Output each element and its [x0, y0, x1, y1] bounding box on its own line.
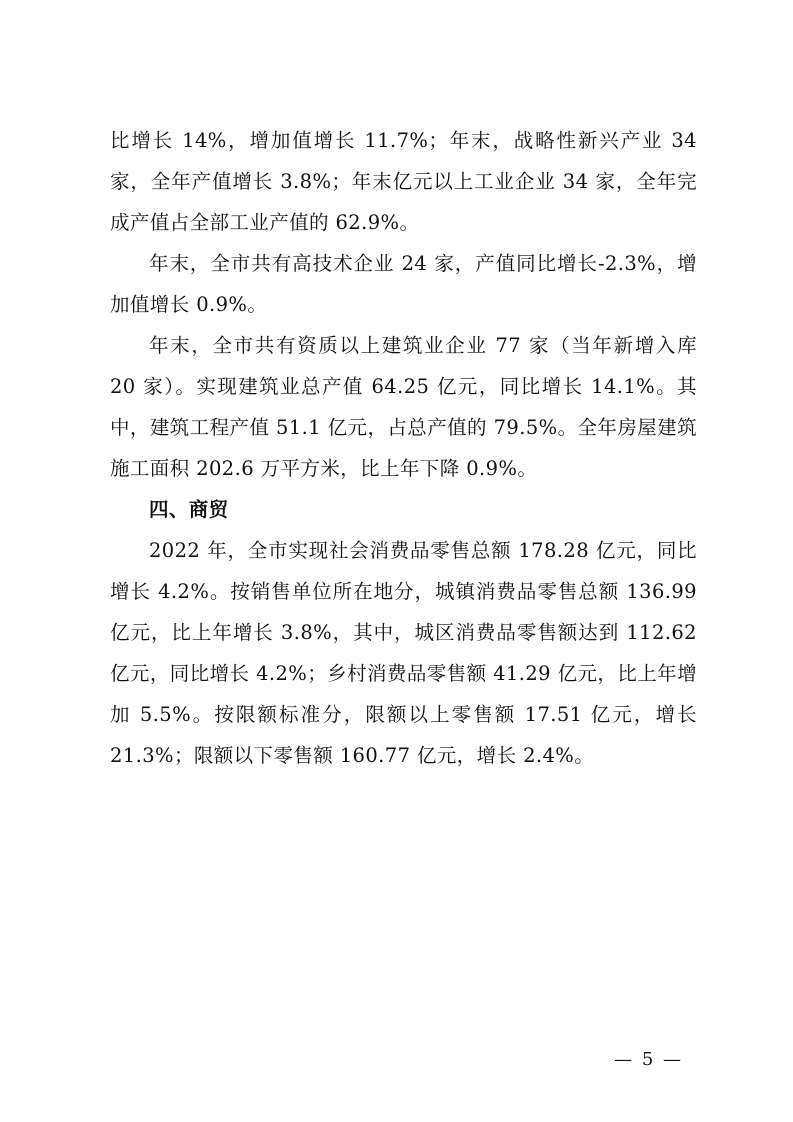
document-body [110, 120, 697, 776]
paragraph-high-tech-enterprises: 年末，全市共有高技术企业 24 家，产值同比增长-2.3%，增加值增长 0.9%。 [110, 252, 697, 316]
paragraph-construction-enterprises: 年末，全市共有资质以上建筑业企业 77 家（当年新增入库 20 家）。实现建筑业总产值 64.25 亿元，同比增长 14.1%。其中，建筑工程产值 51.1 亿元，占总产值的 79.5%。全年房屋建筑施工面积 202.6 万平方米，比上年下降 0.9%。 [110, 334, 697, 480]
section-heading-commerce: 四、商贸 [149, 498, 229, 521]
paragraph-industry-continuation: 比增长 14%，增加值增长 11.7%；年末，战略性新兴产业 34 家，全年产值增长 3.8%；年末亿元以上工业企业 34 家，全年完成产值占全部工业产值的 62.9%。 [110, 129, 697, 234]
page-number: — 5 — [614, 1049, 683, 1070]
paragraph-retail-sales: 2022 年，全市实现社会消费品零售总额 178.28 亿元，同比增长 4.2%。按销售单位所在地分，城镇消费品零售总额 136.99 亿元，比上年增长 3.8%，其中，城区消费品零售额达到 112.62 亿元，同比增长 4.2%；乡村消费品零售额 41.29 亿元，比上年增加 5.5%。按限额标准分，限额以上零售额 17.51 亿元，增长 21.3%；限额以下零售额 160.77 亿元，增长 2.4%。 [110, 539, 697, 767]
